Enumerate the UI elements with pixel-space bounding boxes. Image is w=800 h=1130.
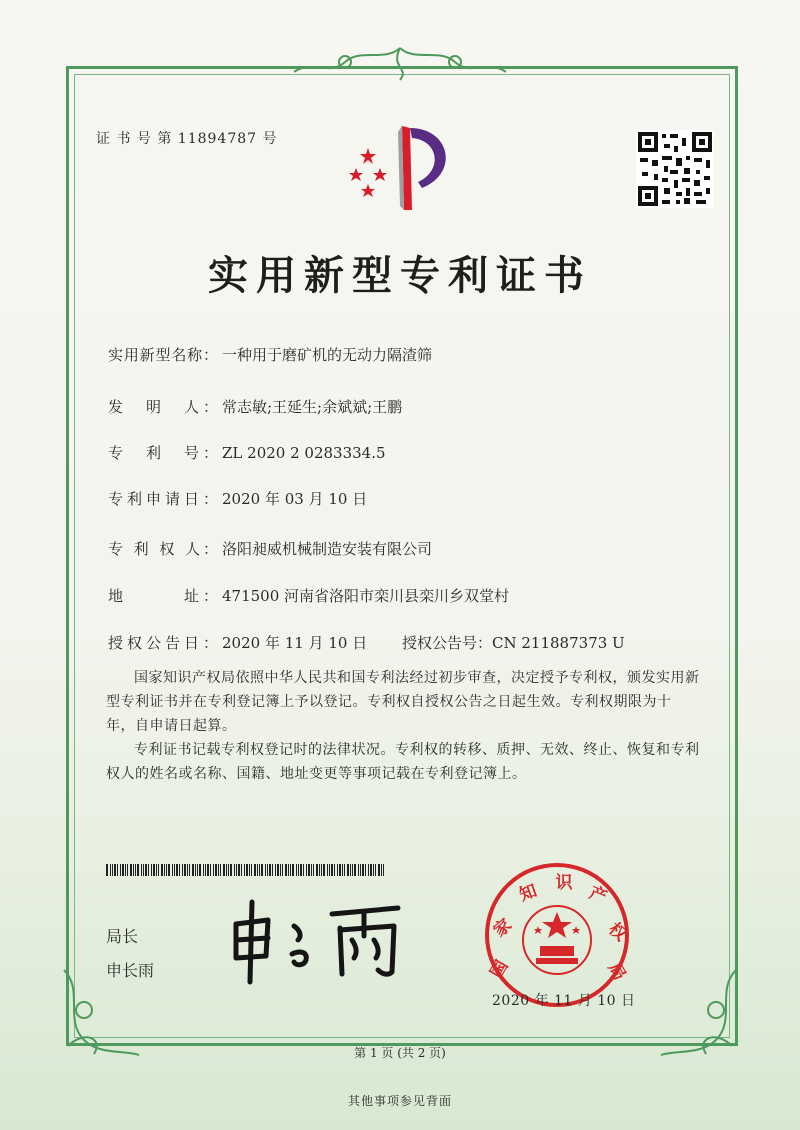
- field-value: 常志敏;王延生;余斌斌;王鹏: [222, 398, 403, 416]
- statement-paragraph-1: 国家知识产权局依照中华人民共和国专利法经过初步审查，决定授予专利权，颁发实用新型专利证书并在专利登记簿上予以登记。专利权自授权公告之日起生效。专利权期限为十年，自申请日起算。: [106, 670, 700, 734]
- director-title: 局长: [106, 927, 139, 946]
- footer-note: 其他事项参见背面: [347, 1094, 452, 1108]
- field-value: ZL 2020 2 0283334.5: [222, 444, 386, 462]
- field-utility-model-name: [108, 344, 432, 365]
- field-label: 发 明 人：: [108, 398, 218, 416]
- certificate-number: 证 书 号 第 11894787 号: [96, 131, 278, 147]
- svg-text:局: 局: [603, 959, 630, 984]
- director-name: 申长雨: [106, 961, 155, 980]
- official-seal-icon: [482, 860, 632, 1010]
- field-value: 471500 河南省洛阳市栾川县栾川乡双堂村: [222, 587, 510, 605]
- certificate-title: 实用新型专利证书: [208, 252, 592, 299]
- field-value: 2020 年 11 月 10 日: [222, 634, 368, 652]
- field-label: 授权公告号：: [402, 634, 493, 652]
- barcode-icon: [106, 864, 386, 876]
- seal-date: 2020 年 11 月 10 日: [492, 993, 636, 1009]
- svg-text:识: 识: [555, 873, 573, 893]
- top-ornament-icon: [290, 42, 510, 82]
- svg-text:产: 产: [586, 882, 610, 908]
- patent-office-logo-icon: [340, 118, 470, 218]
- field-patent-number: [108, 442, 386, 463]
- field-label: 授权公告日：: [108, 634, 218, 652]
- field-application-date: [108, 488, 367, 509]
- statement-paragraph-2: 专利证书记载专利权登记时的法律状况。专利权的转移、质押、无效、终止、恢复和专利权人的姓名或名称、国籍、地址变更等事项记载在专利登记簿上。: [106, 742, 700, 782]
- svg-text:国: 国: [486, 957, 513, 982]
- field-label: 地 址：: [108, 587, 218, 605]
- director-signature-icon: [228, 896, 418, 986]
- field-label: 专利申请日：: [108, 490, 218, 508]
- svg-text:知: 知: [516, 880, 540, 906]
- field-patentee: [108, 538, 432, 559]
- field-announcement-date: [108, 632, 367, 653]
- field-inventor: [108, 396, 402, 417]
- field-label: 专 利 权 人：: [108, 540, 218, 558]
- page-number: 第 1 页 (共 2 页): [354, 1046, 446, 1060]
- field-value: 洛阳昶威机械制造安装有限公司: [222, 540, 433, 558]
- field-label: 实用新型名称：: [108, 346, 218, 364]
- field-value: CN 211887373 U: [492, 634, 625, 652]
- field-address: [108, 585, 509, 606]
- field-value: 2020 年 03 月 10 日: [222, 490, 368, 508]
- field-announcement-number: [402, 632, 625, 653]
- field-value: 一种用于磨矿机的无动力隔渣筛: [222, 346, 433, 364]
- svg-text:家: 家: [489, 915, 516, 942]
- svg-text:权: 权: [604, 919, 631, 946]
- qr-code-icon: [636, 130, 714, 208]
- field-label: 专 利 号：: [108, 444, 218, 462]
